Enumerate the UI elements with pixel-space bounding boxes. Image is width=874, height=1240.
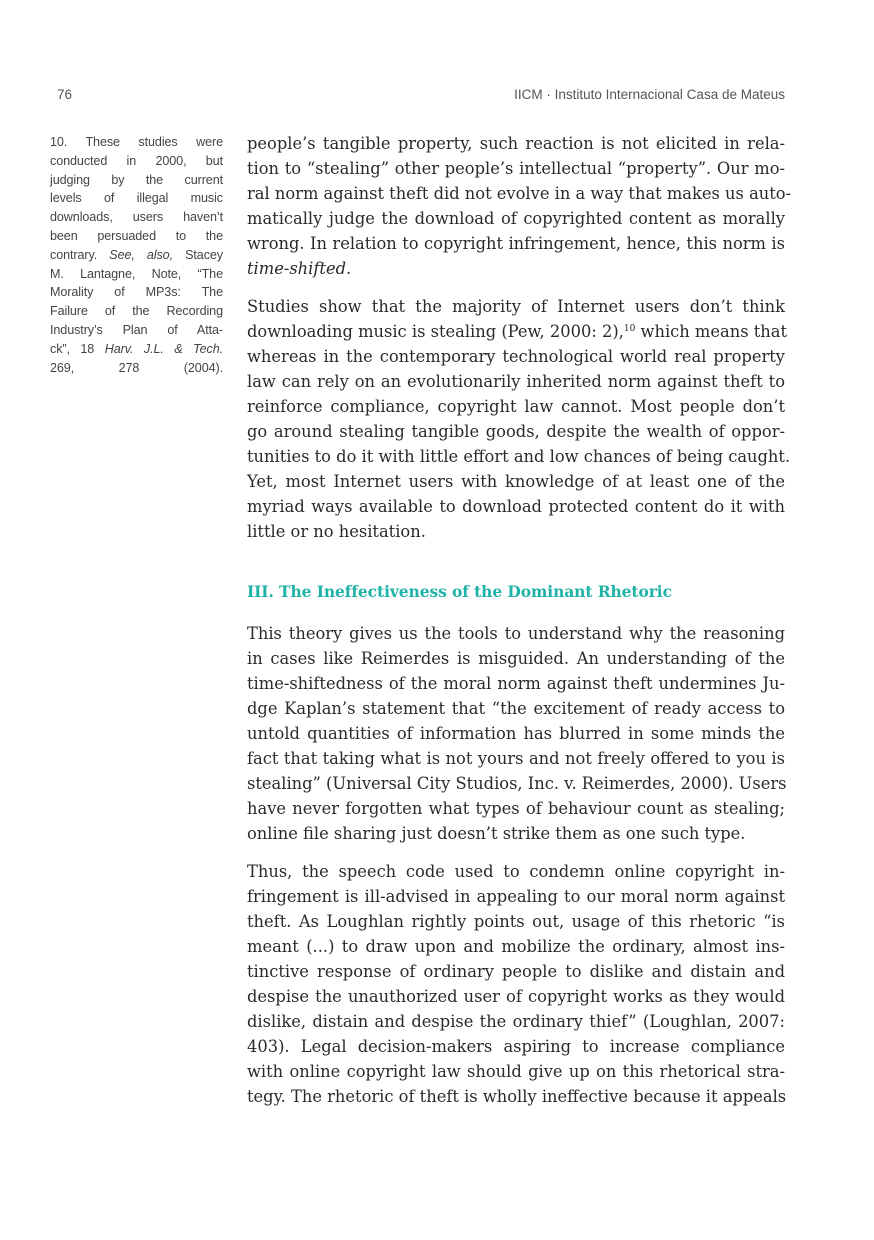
section-heading: III. The Ineffectiveness of the Dominant Rhetoric	[247, 582, 672, 601]
footnote-line: been persuaded to the	[50, 228, 223, 243]
text-line: go around stealing tangible goods, despite the wealth of oppor-	[247, 422, 785, 441]
text-line: with online copyright law should give up on this rhetorical stra-	[247, 1062, 785, 1081]
text-line: 403). Legal decision-makers aspiring to increase compliance	[247, 1037, 785, 1056]
text-line: untold quantities of information has blurred in some minds the	[247, 724, 785, 743]
text-line: matically judge the download of copyrighted content as morally	[247, 209, 785, 228]
text-line: tinctive response of ordinary people to dislike and distain and	[247, 962, 785, 981]
footnote-line: Morality of MP3s: The	[50, 285, 223, 300]
text-line: tegy. The rhetoric of theft is wholly ineffective because it appeals	[247, 1087, 787, 1106]
footnote-line: Industry’s Plan of Atta-	[50, 322, 223, 337]
footnote-line: M. Lantagne, Note, “The	[50, 266, 223, 281]
footnote-line: Failure of the Recording	[50, 304, 223, 319]
paragraph-2	[247, 294, 791, 544]
text-fragment: which means that	[635, 322, 788, 341]
paragraph-1	[247, 131, 792, 281]
footnote-text: Stacey	[172, 247, 223, 262]
text-line: dge Kaplan’s statement that “the excitement of ready access to	[247, 699, 785, 718]
text-line: have never forgotten what types of behaviour count as stealing;	[247, 799, 785, 818]
footnote-line	[50, 340, 223, 359]
text-line: whereas in the contemporary technological world real property	[247, 347, 785, 366]
text-line: This theory gives us the tools to understand why the reasoning	[247, 624, 785, 643]
text-line: fringement is ill-advised in appealing to our moral norm against	[247, 887, 785, 906]
text-line: Studies show that the majority of Internet users don’t think	[247, 297, 785, 316]
footnote-10	[50, 133, 223, 377]
text-line: in cases like Reimerdes is misguided. An understanding of the	[247, 649, 785, 668]
main-text	[247, 131, 792, 1122]
text-line: dislike, distain and despise the ordinary thief” (Loughlan, 2007:	[247, 1012, 785, 1031]
footnote-ref-10[interactable]: 10	[623, 324, 636, 334]
text-line: meant (...) to draw upon and mobilize the ordinary, almost ins-	[247, 937, 785, 956]
footnote-line: 10. These studies were	[50, 135, 223, 149]
text-line: online file sharing just doesn’t strike them as one such type.	[247, 824, 746, 843]
text-line	[247, 256, 785, 281]
paragraph-3	[247, 621, 785, 846]
text-line	[247, 319, 788, 344]
text-line: tion to “stealing” other people’s intellectual “property”. Our mo-	[247, 159, 785, 178]
text-line: Yet, most Internet users with knowledge of at least one of the	[247, 472, 785, 491]
footnote-line: judging by the current	[50, 172, 223, 187]
text-line: myriad ways available to download protected content do it with	[247, 497, 785, 516]
footnote-line: levels of illegal music	[50, 191, 223, 206]
footnote-line: 269, 278 (2004).	[50, 360, 223, 375]
page-number: 76	[57, 87, 73, 102]
footnote-text: contrary.	[50, 247, 110, 262]
text-line: people’s tangible property, such reaction is not elicited in rela-	[247, 134, 785, 153]
text-line: fact that taking what is not yours and not freely offered to you is	[247, 749, 785, 768]
text-line: law can rely on an evolutionarily inherited norm against theft to	[247, 372, 785, 391]
paragraph-4	[247, 859, 785, 1109]
text-fragment: downloading music is stealing (Pew, 2000: 2),	[247, 322, 624, 341]
text-line: stealing” (Universal City Studios, Inc. v. Reimerdes, 2000). Users	[247, 774, 787, 793]
text-line: despise the unauthorized user of copyright works as they would	[247, 987, 785, 1006]
text-line: tunities to do it with little effort and low chances of being caught.	[247, 447, 791, 466]
running-title: IICM · Instituto Internacional Casa de Mateus	[514, 87, 785, 102]
text-line: ral norm against theft did not evolve in a way that makes us auto-	[247, 184, 792, 203]
footnote-line	[50, 246, 223, 265]
text-line: Thus, the speech code used to condemn online copyright in-	[247, 862, 785, 881]
footnote-journal: Harv. J.L. & Tech.	[104, 341, 224, 356]
text-line: little or no hesitation.	[247, 522, 426, 541]
footnote-line: conducted in 2000, but	[50, 153, 223, 168]
text-fragment: .	[346, 259, 352, 278]
text-line: time-shiftedness of the moral norm against theft undermines Ju-	[247, 674, 785, 693]
text-line: reinforce compliance, copyright law cannot. Most people don’t	[247, 397, 785, 416]
footnote-see-also: See, also,	[109, 247, 173, 262]
text-line: wrong. In relation to copyright infringement, hence, this norm is	[247, 234, 785, 253]
footnote-line: downloads, users haven’t	[50, 210, 223, 225]
footnote-text: ck”, 18	[50, 341, 105, 356]
text-line: theft. As Loughlan rightly points out, usage of this rhetoric “is	[247, 912, 785, 931]
emphasis-time-shifted: time-shifted	[247, 259, 346, 278]
